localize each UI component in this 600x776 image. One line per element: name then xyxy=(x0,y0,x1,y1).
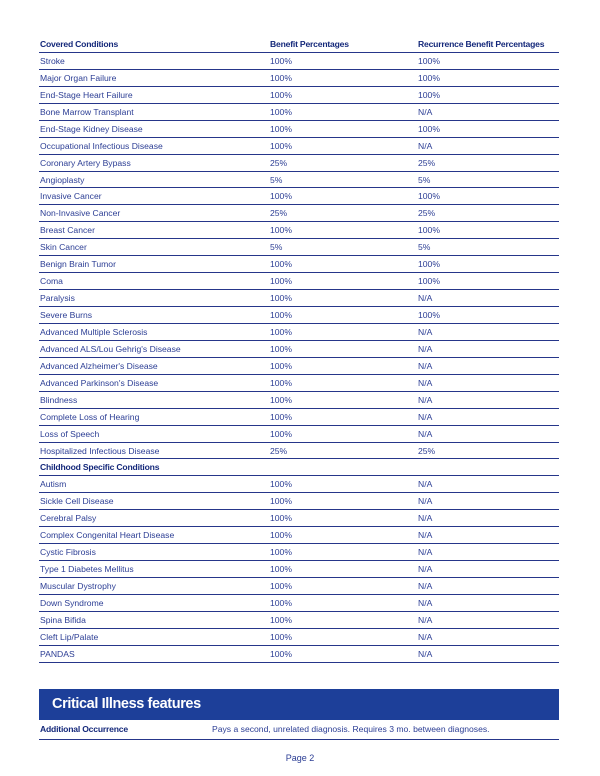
recurrence-cell: N/A xyxy=(418,411,433,422)
condition-cell: End-Stage Kidney Disease xyxy=(40,123,143,134)
condition-cell: Skin Cancer xyxy=(40,242,87,253)
table-row xyxy=(39,527,559,544)
benefit-cell: 100% xyxy=(270,547,292,558)
benefit-cell: 100% xyxy=(270,496,292,507)
recurrence-cell: N/A xyxy=(418,648,433,659)
recurrence-cell: N/A xyxy=(418,428,433,439)
recurrence-cell: N/A xyxy=(418,513,433,524)
condition-cell: Advanced Alzheimer's Disease xyxy=(40,360,158,371)
table-row xyxy=(39,409,559,426)
feature-name: Additional Occurrence xyxy=(40,724,128,734)
table-row xyxy=(39,578,559,595)
page-number: Page 2 xyxy=(285,753,315,763)
recurrence-cell: 25% xyxy=(418,157,436,168)
section-title: Childhood Specific Conditions xyxy=(40,462,160,473)
benefit-cell: 5% xyxy=(270,174,283,185)
recurrence-cell: N/A xyxy=(418,631,433,642)
table-row xyxy=(39,426,559,443)
header-recurrence-benefit-percentages: Recurrence Benefit Percentages xyxy=(418,39,545,49)
table-body xyxy=(39,53,559,663)
benefit-cell: 25% xyxy=(270,208,288,219)
features-banner xyxy=(39,689,559,720)
table-row xyxy=(39,256,559,273)
recurrence-cell: 25% xyxy=(418,208,436,219)
recurrence-cell: N/A xyxy=(418,326,433,337)
condition-cell: Hospitalized Infectious Disease xyxy=(40,445,160,456)
benefit-cell: 100% xyxy=(270,530,292,541)
table-row xyxy=(39,70,559,87)
table-row xyxy=(39,104,559,121)
header-covered-conditions: Covered Conditions xyxy=(40,39,119,49)
benefit-cell: 100% xyxy=(270,55,292,66)
table-row xyxy=(39,646,559,663)
recurrence-cell: N/A xyxy=(418,581,433,591)
condition-cell: Severe Burns xyxy=(40,310,93,320)
condition-cell: Advanced Multiple Sclerosis xyxy=(40,326,148,337)
condition-cell: Autism xyxy=(40,479,67,490)
table-header-row xyxy=(39,36,559,53)
benefit-cell: 100% xyxy=(270,343,292,354)
benefit-cell: 100% xyxy=(270,326,292,337)
benefit-cell: 100% xyxy=(270,513,292,524)
benefit-cell: 100% xyxy=(270,631,292,642)
recurrence-cell: N/A xyxy=(418,479,433,490)
benefit-cell: 100% xyxy=(270,72,292,83)
recurrence-cell: N/A xyxy=(418,496,433,507)
benefit-cell: 100% xyxy=(270,597,292,608)
table-row xyxy=(39,544,559,561)
recurrence-cell: 100% xyxy=(418,310,440,320)
condition-cell: Stroke xyxy=(40,55,65,66)
table-row xyxy=(39,443,559,460)
condition-cell: Down Syndrome xyxy=(40,597,104,608)
recurrence-cell: N/A xyxy=(418,360,433,371)
recurrence-cell: N/A xyxy=(418,377,433,388)
recurrence-cell: N/A xyxy=(418,343,433,354)
condition-cell: Loss of Speech xyxy=(40,428,100,439)
table-row xyxy=(39,476,559,493)
table-row xyxy=(39,595,559,612)
benefit-cell: 100% xyxy=(270,377,292,388)
recurrence-cell: 5% xyxy=(418,242,431,253)
feature-description: Pays a second, unrelated diagnosis. Requires 3 mo. between diagnoses. xyxy=(212,724,490,734)
feature-row xyxy=(39,722,559,740)
benefit-cell: 5% xyxy=(270,242,283,253)
benefit-cell: 100% xyxy=(270,564,292,575)
condition-cell: Complete Loss of Hearing xyxy=(40,411,140,422)
recurrence-cell: N/A xyxy=(418,547,433,558)
recurrence-cell: N/A xyxy=(418,106,433,117)
benefit-cell: 100% xyxy=(270,89,292,100)
table-row xyxy=(39,561,559,578)
condition-cell: Major Organ Failure xyxy=(40,72,117,83)
table-row xyxy=(39,138,559,155)
table-row xyxy=(39,53,559,70)
recurrence-cell: N/A xyxy=(418,530,433,541)
benefit-cell: 100% xyxy=(270,614,292,625)
condition-cell: Cleft Lip/Palate xyxy=(40,631,99,642)
table-row xyxy=(39,205,559,222)
condition-cell: Spina Bifida xyxy=(40,614,86,625)
table-row xyxy=(39,375,559,392)
benefit-cell: 100% xyxy=(270,191,292,202)
recurrence-cell: 100% xyxy=(418,276,440,287)
recurrence-cell: N/A xyxy=(418,394,433,405)
table-row xyxy=(39,188,559,205)
condition-cell: Angioplasty xyxy=(40,174,85,185)
condition-cell: Blindness xyxy=(40,394,78,405)
recurrence-cell: 100% xyxy=(418,123,440,134)
condition-cell: Coronary Artery Bypass xyxy=(40,157,131,168)
benefit-cell: 25% xyxy=(270,445,288,456)
benefit-cell: 100% xyxy=(270,310,292,320)
recurrence-cell: 100% xyxy=(418,55,440,66)
table-row xyxy=(39,612,559,629)
table-row xyxy=(39,307,559,324)
table-row xyxy=(39,341,559,358)
table-row xyxy=(39,239,559,256)
recurrence-cell: N/A xyxy=(418,140,433,151)
recurrence-cell: 100% xyxy=(418,259,440,270)
condition-cell: Advanced ALS/Lou Gehrig's Disease xyxy=(40,343,181,354)
table-row xyxy=(39,629,559,646)
recurrence-cell: N/A xyxy=(418,614,433,625)
condition-cell: Non-Invasive Cancer xyxy=(40,208,121,219)
condition-cell: Benign Brain Tumor xyxy=(40,259,116,270)
table-row xyxy=(39,155,559,172)
recurrence-cell: 100% xyxy=(418,89,440,100)
recurrence-cell: N/A xyxy=(418,293,433,304)
benefit-cell: 100% xyxy=(270,293,292,304)
table-row xyxy=(39,324,559,341)
benefits-table xyxy=(39,36,559,663)
header-benefit-percentages: Benefit Percentages xyxy=(270,39,349,49)
table-row xyxy=(39,172,559,189)
table-row xyxy=(39,358,559,375)
condition-cell: Advanced Parkinson's Disease xyxy=(40,377,159,388)
benefit-cell: 100% xyxy=(270,276,292,287)
benefit-cell: 100% xyxy=(270,648,292,659)
condition-cell: Muscular Dystrophy xyxy=(40,581,116,591)
benefit-cell: 100% xyxy=(270,394,292,405)
benefit-cell: 100% xyxy=(270,140,292,151)
table-row xyxy=(39,510,559,527)
table-row xyxy=(39,493,559,510)
benefit-cell: 100% xyxy=(270,106,292,117)
table-row xyxy=(39,222,559,239)
condition-cell: PANDAS xyxy=(40,648,75,659)
condition-cell: Invasive Cancer xyxy=(40,191,102,202)
benefit-cell: 100% xyxy=(270,123,292,134)
condition-cell: Coma xyxy=(40,276,63,287)
table-row xyxy=(39,273,559,290)
recurrence-cell: N/A xyxy=(418,564,433,575)
condition-cell: Cystic Fibrosis xyxy=(40,547,96,558)
condition-cell: Cerebral Palsy xyxy=(40,513,97,524)
condition-cell: Type 1 Diabetes Mellitus xyxy=(40,564,134,575)
recurrence-cell: 100% xyxy=(418,225,440,236)
benefit-cell: 100% xyxy=(270,259,292,270)
condition-cell: Bone Marrow Transplant xyxy=(40,106,134,117)
condition-cell: Paralysis xyxy=(40,293,75,304)
table-row xyxy=(39,87,559,104)
condition-cell: End-Stage Heart Failure xyxy=(40,89,133,100)
recurrence-cell: 5% xyxy=(418,174,431,185)
benefit-cell: 100% xyxy=(270,428,292,439)
condition-cell: Complex Congenital Heart Disease xyxy=(40,530,175,541)
section-header-row xyxy=(39,459,559,476)
recurrence-cell: 100% xyxy=(418,191,440,202)
condition-cell: Breast Cancer xyxy=(40,225,95,236)
features-title: Critical Illness features xyxy=(52,696,201,712)
benefit-cell: 100% xyxy=(270,360,292,371)
table-row xyxy=(39,392,559,409)
condition-cell: Occupational Infectious Disease xyxy=(40,140,163,151)
benefit-cell: 100% xyxy=(270,479,292,490)
benefit-cell: 100% xyxy=(270,225,292,236)
benefit-cell: 100% xyxy=(270,581,292,591)
table-row xyxy=(39,290,559,307)
recurrence-cell: 100% xyxy=(418,72,440,83)
recurrence-cell: 25% xyxy=(418,445,436,456)
condition-cell: Sickle Cell Disease xyxy=(40,496,114,507)
table-row xyxy=(39,121,559,138)
recurrence-cell: N/A xyxy=(418,597,433,608)
benefit-cell: 25% xyxy=(270,157,288,168)
benefit-cell: 100% xyxy=(270,411,292,422)
